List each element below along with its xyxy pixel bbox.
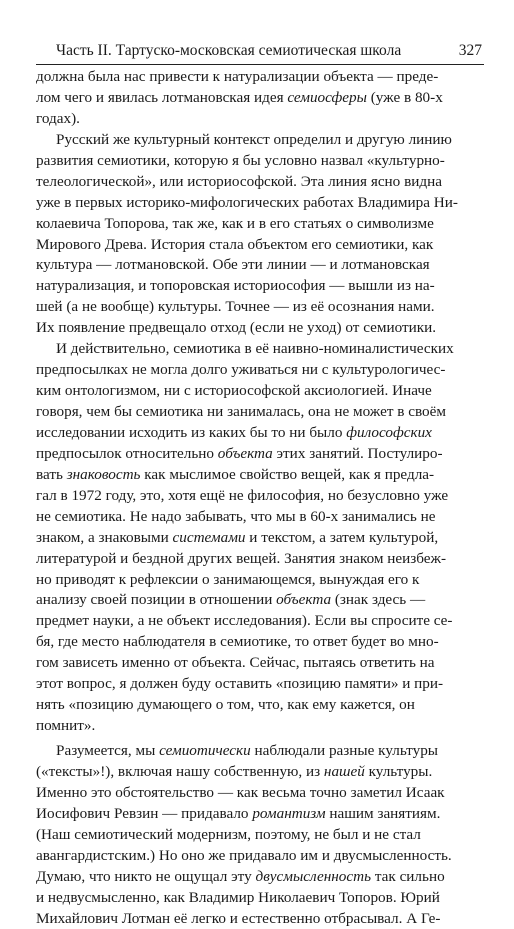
paragraph: [36, 130, 484, 339]
text-segment: лом чего и явилась лотмановская идея: [36, 89, 287, 106]
italic-term: романтизм: [252, 805, 325, 822]
text-line: [36, 867, 484, 888]
text-line: [36, 783, 484, 804]
text-line: [36, 130, 484, 151]
text-line: [36, 465, 484, 486]
page-number: 327: [459, 38, 482, 64]
text-segment: этих занятий. Постулиро-: [273, 445, 443, 462]
running-header-title: Часть II. Тартуско-московская семиотическая школа: [56, 38, 401, 64]
text-segment: так сильно: [371, 868, 445, 885]
text-segment: и текстом, а затем культурой,: [246, 529, 439, 546]
text-line: [36, 318, 484, 339]
italic-term: знаковость: [67, 466, 141, 483]
text-segment: годах).: [36, 110, 80, 127]
text-line: [36, 507, 484, 528]
text-line: [36, 444, 484, 465]
text-line: [36, 381, 484, 402]
text-segment: телеологической», или историософской. Эта линия ясно видна: [36, 173, 442, 190]
italic-term: семиосферы: [287, 89, 367, 106]
text-line: [36, 360, 484, 381]
text-line: [36, 741, 484, 762]
text-segment: развития семиотики, которую я бы условно назвал «культурно-: [36, 152, 445, 169]
text-line: [36, 423, 484, 444]
text-segment: предпосылках не могла долго уживаться ни с культурологичес-: [36, 361, 445, 378]
text-line: [36, 193, 484, 214]
text-segment: знаком, а знаковыми: [36, 529, 173, 546]
italic-term: философских: [346, 424, 432, 441]
text-segment: вать: [36, 466, 67, 483]
text-line: [36, 611, 484, 632]
text-segment: Их появление предвещало отход (если не уход) от семиотики.: [36, 319, 436, 336]
text-segment: нять «позицию думающего о том, что, как ему кажется, он: [36, 696, 415, 713]
text-line: [36, 339, 484, 360]
text-segment: культуры.: [365, 763, 432, 780]
text-segment: анализу своей позиции в отношении: [36, 591, 276, 608]
paragraph: [36, 741, 484, 929]
text-segment: Мирового Древа. История стала объектом его семиотики, как: [36, 236, 433, 253]
paragraph: [36, 67, 484, 130]
text-segment: помнит».: [36, 717, 95, 734]
text-segment: гал в 1972 году, это, хотя ещё не философия, но безусловно уже: [36, 487, 448, 504]
text-line: [36, 88, 484, 109]
text-segment: натурализация, и топоровская историософия — вышли из на-: [36, 277, 435, 294]
italic-term: нашей: [324, 763, 365, 780]
text-segment: (уже в 80-х: [367, 89, 443, 106]
text-line: [36, 214, 484, 235]
text-segment: нашим занятиям.: [326, 805, 441, 822]
text-segment: И действительно, семиотика в её наивно-номиналистических: [56, 340, 454, 357]
text-segment: не семиотика. Не надо забывать, что мы в 60-х занимались не: [36, 508, 435, 525]
text-segment: ким онтологизмом, ни с историософской аксиологией. Иначе: [36, 382, 432, 399]
text-line: [36, 762, 484, 783]
text-segment: шей (а не вообще) культуры. Точнее — из её осознания нами.: [36, 298, 435, 315]
text-segment: Разумеется, мы: [56, 742, 159, 759]
running-header: [36, 38, 484, 65]
text-segment: (Наш семиотический модернизм, поэтому, не был и не стал: [36, 826, 421, 843]
text-segment: бя, где место наблюдателя в семиотике, то ответ будет во мно-: [36, 633, 439, 650]
text-segment: литературой и бездной других вещей. Занятия знаком неизбеж-: [36, 550, 446, 567]
text-line: [36, 590, 484, 611]
text-segment: колаевича Топорова, так же, как и в его статьях о символизме: [36, 215, 434, 232]
text-segment: этот вопрос, я должен буду оставить «позицию памяти» и при-: [36, 675, 443, 692]
text-line: [36, 716, 484, 737]
text-segment: Именно это обстоятельство — как весьма точно заметил Исаак: [36, 784, 445, 801]
text-line: [36, 674, 484, 695]
italic-term: объекта: [276, 591, 331, 608]
text-line: [36, 570, 484, 591]
text-line: [36, 632, 484, 653]
text-line: [36, 109, 484, 130]
text-segment: исследовании исходить из каких бы то ни было: [36, 424, 346, 441]
text-segment: («тексты»!), включая нашу собственную, из: [36, 763, 324, 780]
italic-term: системами: [173, 529, 246, 546]
text-segment: как мыслимое свойство вещей, как я предла-: [140, 466, 434, 483]
text-segment: уже в первых историко-мифологических работах Владимира Ни-: [36, 194, 458, 211]
text-line: [36, 172, 484, 193]
text-line: [36, 695, 484, 716]
text-line: [36, 67, 484, 88]
paragraph: [36, 339, 484, 737]
text-line: [36, 804, 484, 825]
text-segment: гом зависеть именно от объекта. Сейчас, пытаясь ответить на: [36, 654, 435, 671]
text-line: [36, 549, 484, 570]
text-line: [36, 888, 484, 909]
italic-term: семиотически: [159, 742, 251, 759]
text-line: [36, 653, 484, 674]
text-line: [36, 402, 484, 423]
text-segment: предпосылок относительно: [36, 445, 218, 462]
text-line: [36, 297, 484, 318]
text-segment: Русский же культурный контекст определил и другую линию: [56, 131, 452, 148]
text-segment: должна была нас привести к натурализации объекта — преде-: [36, 68, 438, 85]
italic-term: двусмысленность: [256, 868, 372, 885]
text-segment: культура — лотмановской. Обе эти линии — и лотмановская: [36, 256, 430, 273]
text-segment: Думаю, что никто не ощущал эту: [36, 868, 256, 885]
text-line: [36, 276, 484, 297]
text-segment: и недвусмысленно, как Владимир Николаевич Топоров. Юрий: [36, 889, 440, 906]
text-line: [36, 825, 484, 846]
text-line: [36, 528, 484, 549]
text-segment: но приводят к рефлексии о занимающемся, вынуждая его к: [36, 571, 419, 588]
italic-term: объекта: [218, 445, 273, 462]
text-line: [36, 486, 484, 507]
text-line: [36, 235, 484, 256]
text-segment: авангардистским.) Но оно же придавало им и двусмысленность.: [36, 847, 452, 864]
text-segment: Михайлович Лотман её легко и естественно отбрасывал. А Ге-: [36, 910, 440, 927]
text-line: [36, 909, 484, 929]
text-segment: предмет науки, а не объект исследования). Если вы спросите се-: [36, 612, 452, 629]
text-line: [36, 255, 484, 276]
text-segment: наблюдали разные культуры: [251, 742, 438, 759]
text-line: [36, 846, 484, 867]
text-segment: Иосифович Ревзин — придавало: [36, 805, 252, 822]
text-segment: говоря, чем бы семиотика ни занималась, она не может в своём: [36, 403, 446, 420]
text-segment: (знак здесь —: [331, 591, 425, 608]
text-line: [36, 151, 484, 172]
